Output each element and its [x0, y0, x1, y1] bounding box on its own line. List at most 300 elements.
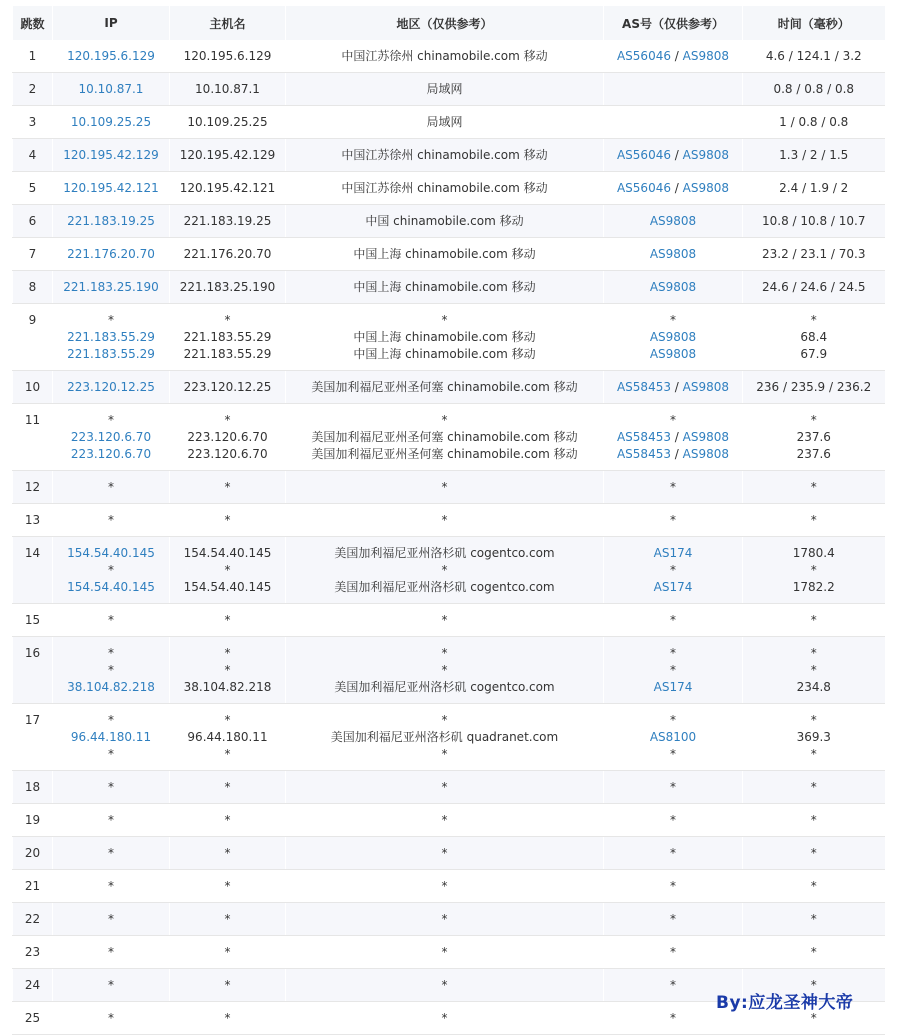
ip-cell — [53, 40, 170, 73]
as-line — [604, 147, 742, 164]
ip-cell — [53, 106, 170, 139]
time-cell — [743, 504, 885, 537]
ip-line — [53, 81, 169, 98]
ip-timeout: * — [108, 813, 114, 827]
hostname: * — [224, 747, 231, 761]
as-link[interactable]: AS9808 — [682, 49, 730, 63]
time-cell — [743, 40, 885, 73]
table-row — [13, 404, 885, 471]
as-link[interactable]: AS174 — [653, 546, 693, 560]
hostname: 223.120.6.70 — [187, 447, 268, 461]
header-as[interactable]: AS号（仅供参考） — [604, 6, 743, 40]
as-cell — [604, 238, 743, 271]
as-cell — [604, 40, 743, 73]
region-cell — [286, 771, 604, 804]
table-row — [13, 804, 885, 837]
ip-line — [53, 147, 169, 164]
ip-cell — [53, 205, 170, 238]
region: * — [441, 846, 448, 860]
time-value: * — [810, 912, 817, 926]
time-cell — [743, 73, 885, 106]
time-cell — [743, 139, 885, 172]
region-cell — [286, 604, 604, 637]
as-link[interactable]: AS9808 — [682, 380, 730, 394]
ip-link[interactable]: 120.195.6.129 — [67, 49, 155, 63]
time-cell — [743, 936, 885, 969]
as-link[interactable]: AS9808 — [649, 214, 697, 228]
region: 中国江苏徐州 chinamobile.com 移动 — [341, 49, 548, 63]
hostname-cell — [170, 106, 286, 139]
hostname: 223.120.12.25 — [183, 380, 272, 394]
ip-link[interactable]: 223.120.6.70 — [70, 430, 152, 444]
hostname: * — [224, 713, 231, 727]
ip-cell — [53, 837, 170, 870]
as-line — [604, 878, 742, 895]
ip-cell — [53, 139, 170, 172]
ip-timeout: * — [108, 513, 114, 527]
ip-timeout: * — [108, 780, 114, 794]
ip-timeout: * — [108, 313, 114, 327]
as-link[interactable]: AS56046 — [616, 49, 671, 63]
time-cell — [743, 172, 885, 205]
time-cell — [743, 804, 885, 837]
ip-timeout: * — [108, 663, 114, 677]
hop-number: 10 — [24, 380, 41, 394]
table-row — [13, 238, 885, 271]
as-cell — [604, 404, 743, 471]
time-value: * — [810, 813, 817, 827]
region-cell — [286, 304, 604, 371]
as-line — [604, 679, 742, 696]
table-row — [13, 936, 885, 969]
ip-timeout: * — [108, 713, 114, 727]
ip-link[interactable]: 154.54.40.145 — [67, 580, 155, 594]
hop-number: 5 — [28, 181, 37, 195]
ip-cell — [53, 304, 170, 371]
as-link[interactable]: AS9808 — [682, 430, 730, 444]
as-link[interactable]: AS56046 — [616, 148, 671, 162]
region: * — [441, 713, 448, 727]
as-cell — [604, 903, 743, 936]
table-row — [13, 837, 885, 870]
ip-line — [53, 679, 169, 696]
header-ip[interactable]: IP — [53, 6, 170, 40]
hop-number: 15 — [24, 613, 41, 627]
as-link[interactable]: AS9808 — [682, 181, 730, 195]
as-cell — [604, 205, 743, 238]
region: * — [441, 780, 448, 794]
as-link[interactable]: AS58453 — [616, 380, 671, 394]
ip-link[interactable]: 96.44.180.11 — [70, 730, 152, 744]
ip-link[interactable]: 221.183.55.29 — [67, 330, 155, 344]
table-row — [13, 371, 885, 404]
ip-link[interactable]: 221.183.55.29 — [67, 347, 155, 361]
as-line — [604, 213, 742, 230]
region: 美国加利福尼亚州洛杉矶 cogentco.com — [334, 546, 555, 560]
as-cell — [604, 106, 743, 139]
time-value: * — [810, 663, 817, 677]
ip-link[interactable]: 221.176.20.70 — [67, 247, 155, 261]
hostname-cell — [170, 604, 286, 637]
ip-link[interactable]: 154.54.40.145 — [67, 546, 155, 560]
hostname-cell — [170, 771, 286, 804]
hop-number: 24 — [24, 978, 41, 992]
region-cell — [286, 969, 604, 1002]
ip-timeout: * — [108, 563, 114, 577]
region: * — [441, 313, 448, 327]
as-line — [604, 479, 742, 496]
region-cell — [286, 870, 604, 903]
ip-line — [53, 379, 169, 396]
hostname-cell — [170, 304, 286, 371]
as-timeout: * — [670, 978, 676, 992]
hop-number: 4 — [28, 148, 37, 162]
table-row — [13, 704, 885, 771]
hostname-cell — [170, 139, 286, 172]
region-cell — [286, 936, 604, 969]
time-value: * — [810, 780, 817, 794]
hostname-cell — [170, 504, 286, 537]
hop-number: 8 — [28, 280, 37, 294]
region-cell — [286, 704, 604, 771]
ip-link[interactable]: 120.195.42.121 — [63, 181, 159, 195]
ip-cell — [53, 271, 170, 304]
hostname-cell — [170, 903, 286, 936]
ip-cell — [53, 704, 170, 771]
as-line — [604, 429, 742, 446]
table-body — [13, 40, 885, 1035]
as-link[interactable]: AS58453 — [616, 447, 671, 461]
as-timeout: * — [670, 646, 676, 660]
hostname-cell — [170, 837, 286, 870]
ip-link[interactable]: 221.183.19.25 — [67, 214, 155, 228]
as-line — [604, 612, 742, 629]
as-cell — [604, 637, 743, 704]
hostname-cell — [170, 1002, 286, 1035]
as-link[interactable]: AS9808 — [649, 330, 697, 344]
as-line — [604, 114, 742, 131]
region: 中国上海 chinamobile.com 移动 — [353, 280, 536, 294]
as-line — [604, 779, 742, 796]
hop-cell — [13, 304, 53, 371]
ip-link[interactable]: 223.120.6.70 — [70, 447, 152, 461]
time-value: * — [810, 563, 817, 577]
ip-link[interactable]: 10.10.87.1 — [78, 82, 144, 96]
hostname-cell — [170, 271, 286, 304]
region: 中国江苏徐州 chinamobile.com 移动 — [341, 181, 548, 195]
as-cell — [604, 837, 743, 870]
as-line — [604, 579, 742, 596]
ip-line — [53, 729, 169, 746]
ip-line — [53, 213, 169, 230]
as-link[interactable]: AS58453 — [616, 430, 671, 444]
ip-cell — [53, 936, 170, 969]
time-value: 237.6 — [796, 430, 831, 444]
hop-cell — [13, 106, 53, 139]
time-cell — [743, 205, 885, 238]
hop-number: 22 — [24, 912, 41, 926]
time-value: 237.6 — [796, 447, 831, 461]
as-line — [604, 81, 742, 98]
time-cell — [743, 704, 885, 771]
hop-cell — [13, 40, 53, 73]
hostname-cell — [170, 704, 286, 771]
as-timeout: * — [670, 747, 676, 761]
hostname: * — [224, 563, 231, 577]
time-value: 1.3 / 2 / 1.5 — [779, 148, 849, 162]
as-line — [604, 246, 742, 263]
as-timeout: * — [670, 945, 676, 959]
as-cell — [604, 704, 743, 771]
header-hop[interactable]: 跳数 — [13, 6, 53, 40]
hostname: 10.10.87.1 — [195, 82, 260, 96]
hop-number: 2 — [28, 82, 37, 96]
ip-line — [53, 346, 169, 363]
traceroute-table — [12, 6, 885, 1035]
header-time[interactable]: 时间（毫秒） — [743, 6, 885, 40]
hostname: 221.183.25.190 — [179, 280, 276, 294]
ip-cell — [53, 969, 170, 1002]
ip-cell — [53, 238, 170, 271]
as-link[interactable]: AS9808 — [682, 148, 730, 162]
hostname-cell — [170, 40, 286, 73]
time-value: 236 / 235.9 / 236.2 — [756, 380, 872, 394]
as-link[interactable]: AS9808 — [649, 247, 697, 261]
time-value: * — [810, 879, 817, 893]
hostname: * — [224, 846, 231, 860]
region: * — [441, 563, 448, 577]
region: 美国加利福尼亚州圣何塞 chinamobile.com 移动 — [311, 430, 578, 444]
region: * — [441, 945, 448, 959]
time-cell — [743, 304, 885, 371]
region: * — [441, 912, 448, 926]
hostname-cell — [170, 73, 286, 106]
ip-cell — [53, 903, 170, 936]
hostname: * — [224, 613, 231, 627]
hostname: * — [224, 513, 231, 527]
ip-link[interactable]: 10.109.25.25 — [70, 115, 152, 129]
as-cell — [604, 604, 743, 637]
hostname: * — [224, 879, 231, 893]
time-value: * — [810, 747, 817, 761]
as-link[interactable]: AS9808 — [649, 347, 697, 361]
hop-cell — [13, 604, 53, 637]
as-line — [604, 180, 742, 197]
region-cell — [286, 837, 604, 870]
as-cell — [604, 471, 743, 504]
hop-cell — [13, 637, 53, 704]
hostname: 221.183.55.29 — [183, 347, 272, 361]
as-link[interactable]: AS9808 — [682, 447, 730, 461]
ip-line — [53, 279, 169, 296]
hop-number: 21 — [24, 879, 41, 893]
traceroute-table-container — [12, 6, 884, 1035]
region: 中国 chinamobile.com 移动 — [365, 214, 524, 228]
ip-cell — [53, 371, 170, 404]
region: 中国上海 chinamobile.com 移动 — [353, 247, 536, 261]
hop-number: 12 — [24, 480, 41, 494]
ip-link[interactable]: 221.183.25.190 — [63, 280, 159, 294]
hostname: 120.195.6.129 — [183, 49, 272, 63]
hostname: 38.104.82.218 — [183, 680, 272, 694]
hop-cell — [13, 837, 53, 870]
as-line — [604, 911, 742, 928]
time-value: 2.4 / 1.9 / 2 — [779, 181, 849, 195]
table-row — [13, 106, 885, 139]
region-cell — [286, 238, 604, 271]
region-cell — [286, 404, 604, 471]
time-value: 67.9 — [800, 347, 828, 361]
table-row — [13, 172, 885, 205]
hop-number: 3 — [28, 115, 37, 129]
ip-cell — [53, 604, 170, 637]
header-hostname[interactable]: 主机名 — [170, 6, 286, 40]
region-cell — [286, 73, 604, 106]
as-line — [604, 346, 742, 363]
as-line — [604, 512, 742, 529]
ip-line — [53, 114, 169, 131]
ip-line — [53, 180, 169, 197]
hostname-cell — [170, 172, 286, 205]
hop-number: 17 — [24, 713, 41, 727]
time-value: * — [810, 713, 817, 727]
hostname-cell — [170, 870, 286, 903]
as-cell — [604, 139, 743, 172]
region: 中国上海 chinamobile.com 移动 — [353, 347, 536, 361]
ip-link[interactable]: 38.104.82.218 — [67, 680, 155, 694]
region-cell — [286, 637, 604, 704]
time-value: 234.8 — [796, 680, 831, 694]
as-timeout: * — [670, 413, 676, 427]
ip-timeout: * — [108, 978, 114, 992]
as-timeout: * — [670, 313, 676, 327]
region: * — [441, 413, 448, 427]
region: * — [441, 978, 448, 992]
as-link[interactable]: AS174 — [653, 680, 693, 694]
hostname-cell — [170, 404, 286, 471]
as-separator: / — [670, 49, 683, 63]
time-value: 23.2 / 23.1 / 70.3 — [762, 247, 866, 261]
as-separator: / — [670, 380, 683, 394]
ip-timeout: * — [108, 747, 114, 761]
time-value: * — [810, 613, 817, 627]
hop-number: 11 — [24, 413, 41, 427]
time-value: * — [810, 313, 817, 327]
hostname-cell — [170, 238, 286, 271]
region: * — [441, 646, 448, 660]
region: * — [441, 480, 448, 494]
time-cell — [743, 637, 885, 704]
ip-link[interactable]: 120.195.42.129 — [63, 148, 159, 162]
region-cell — [286, 1002, 604, 1035]
ip-line — [53, 429, 169, 446]
as-link[interactable]: AS56046 — [616, 181, 671, 195]
hostname: 120.195.42.129 — [179, 148, 276, 162]
hop-number: 20 — [24, 846, 41, 860]
hop-number: 7 — [28, 247, 37, 261]
ip-timeout: * — [108, 1011, 114, 1025]
hostname: * — [224, 780, 231, 794]
ip-cell — [53, 870, 170, 903]
hostname: 221.183.19.25 — [183, 214, 272, 228]
hop-cell — [13, 404, 53, 471]
time-value: 0.8 / 0.8 / 0.8 — [773, 82, 855, 96]
as-separator: / — [670, 181, 683, 195]
hostname: * — [224, 912, 231, 926]
table-row — [13, 205, 885, 238]
as-line — [604, 48, 742, 65]
ip-timeout: * — [108, 613, 114, 627]
as-link[interactable]: AS174 — [653, 580, 693, 594]
time-cell — [743, 471, 885, 504]
time-value: * — [810, 646, 817, 660]
as-cell — [604, 936, 743, 969]
table-row — [13, 537, 885, 604]
ip-line — [53, 545, 169, 562]
time-value: * — [810, 846, 817, 860]
hop-number: 16 — [24, 646, 41, 660]
hop-cell — [13, 870, 53, 903]
time-value: 24.6 / 24.6 / 24.5 — [762, 280, 866, 294]
as-timeout: * — [670, 663, 676, 677]
ip-line — [53, 446, 169, 463]
as-link[interactable]: AS9808 — [649, 280, 697, 294]
hop-number: 19 — [24, 813, 41, 827]
hop-cell — [13, 537, 53, 604]
as-cell — [604, 304, 743, 371]
hostname-cell — [170, 537, 286, 604]
table-row — [13, 304, 885, 371]
time-value: * — [810, 1011, 817, 1025]
time-cell — [743, 771, 885, 804]
hostname: * — [224, 978, 231, 992]
hop-number: 6 — [28, 214, 37, 228]
as-timeout: * — [670, 713, 676, 727]
hop-cell — [13, 73, 53, 106]
region-cell — [286, 271, 604, 304]
watermark: By:应龙圣神大帝 — [716, 993, 854, 1013]
table-row — [13, 271, 885, 304]
as-line — [604, 379, 742, 396]
as-cell — [604, 504, 743, 537]
time-value: 1 / 0.8 / 0.8 — [779, 115, 849, 129]
hop-cell — [13, 139, 53, 172]
hostname: 154.54.40.145 — [183, 546, 272, 560]
header-region[interactable]: 地区（仅供参考） — [286, 6, 604, 40]
ip-link[interactable]: 223.120.12.25 — [67, 380, 155, 394]
region: 中国江苏徐州 chinamobile.com 移动 — [341, 148, 548, 162]
time-value: 1780.4 — [792, 546, 835, 560]
time-cell — [743, 604, 885, 637]
as-line — [604, 446, 742, 463]
ip-cell — [53, 537, 170, 604]
table-row — [13, 604, 885, 637]
as-link[interactable]: AS8100 — [649, 730, 697, 744]
table-row — [13, 40, 885, 73]
region: 美国加利福尼亚州圣何塞 chinamobile.com 移动 — [311, 380, 578, 394]
region: 美国加利福尼亚州洛杉矶 cogentco.com — [334, 580, 555, 594]
ip-line — [53, 329, 169, 346]
as-separator: / — [670, 148, 683, 162]
region-cell — [286, 504, 604, 537]
time-value: 1782.2 — [792, 580, 835, 594]
region: 局域网 — [426, 82, 463, 96]
hostname-cell — [170, 637, 286, 704]
time-value: * — [810, 978, 817, 992]
as-line — [604, 312, 742, 329]
hostname-cell — [170, 804, 286, 837]
as-timeout: * — [670, 480, 676, 494]
